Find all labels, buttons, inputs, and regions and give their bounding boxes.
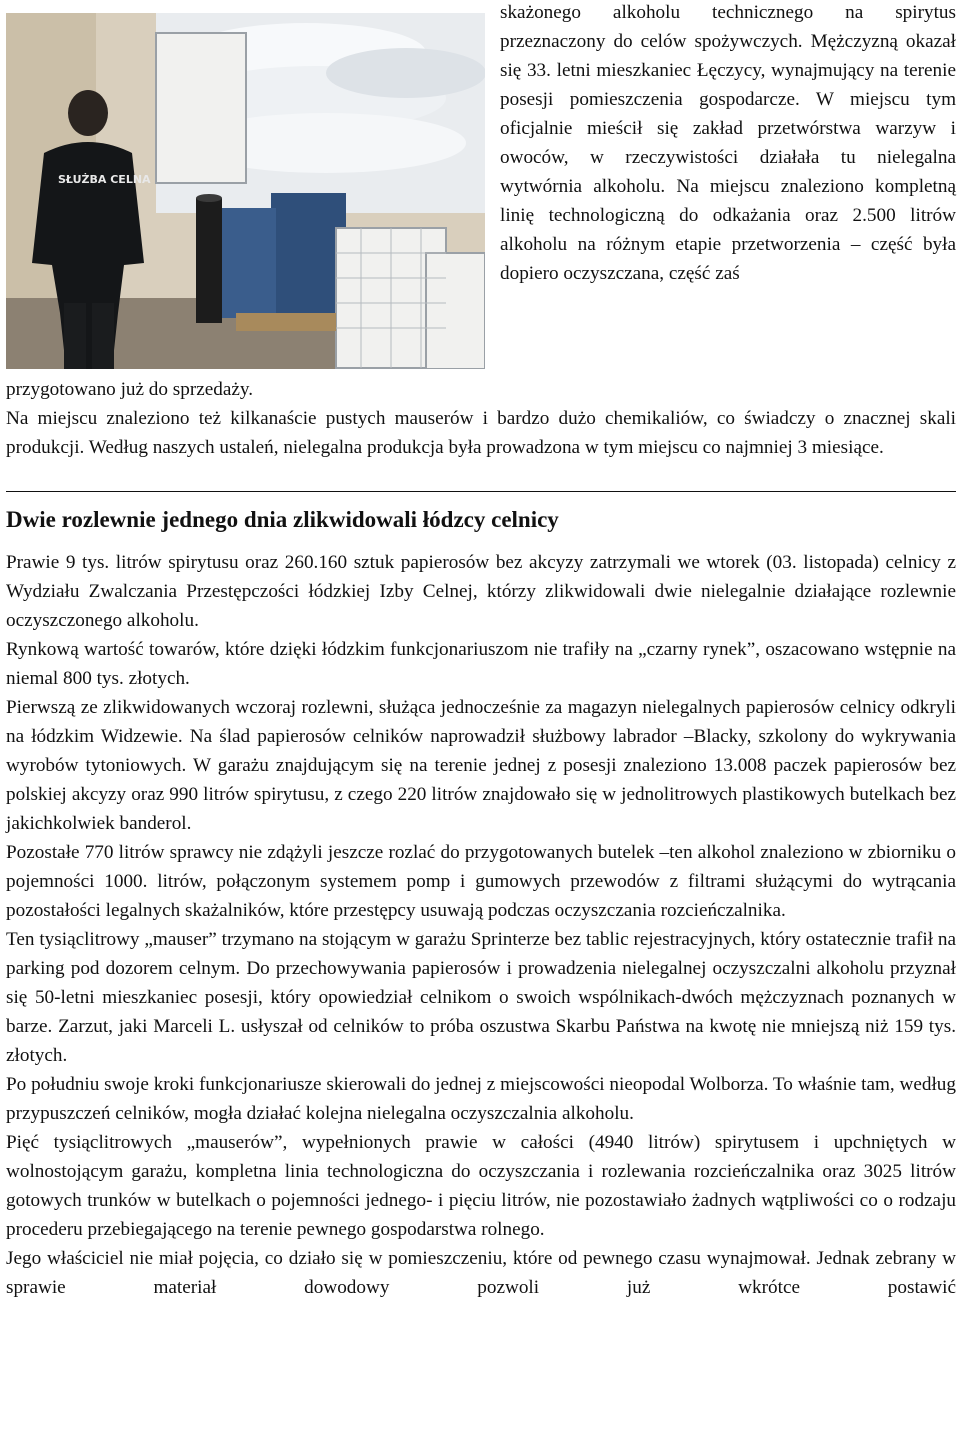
article-divider — [6, 491, 956, 492]
vest-text: SŁUŻBA CELNA — [58, 173, 151, 186]
previous-article-paragraph — [6, 404, 956, 462]
article-paragraph: Rynkową wartość towarów, które dzięki łódzkim funkcjonariuszom nie trafiły na „czarny rynek”, oszacowano wstępnie na niemal 800 tys. złotych. — [6, 639, 956, 689]
article-body — [6, 548, 956, 1302]
photo-customs-officer-warehouse — [6, 13, 485, 369]
photo-illustration — [6, 13, 485, 369]
article-headline: Dwie rozlewnie jednego dnia zlikwidowali łódzcy celnicy — [6, 507, 559, 532]
article-paragraph: Pięć tysiąclitrowych „mauserów”, wypełnionych prawie w całości (4940 litrów) spirytusem i upchniętych w wolnostojącym garażu, kompletna linia technologiczna do oczyszczania i rozlewania rozcieńczalnika oraz 3025 litrów gotowych trunków w butelkach o pojemności jednego- i pięciu litrów, nie pozostawiało żadnych wątpliwości co o rodzaju procederu przebiegającego na terenie pewnego gospodarstwa rolnego. — [6, 1132, 956, 1240]
article-paragraph: Pozostałe 770 litrów sprawcy nie zdążyli jeszcze rozlać do przygotowanych butelek –ten alkohol znaleziono w zbiorniku o pojemności 1000. litrów, połączonym systemem pomp i gumowych przewodów z filtrami służącymi do wytrącania pozostałości legalnych skażalników, które przestępcy usuwają podczas oczyszczania rozcieńczalnika. — [6, 842, 956, 921]
article-paragraph: Jego właściciel nie miał pojęcia, co działo się w pomieszczeniu, które od pewnego czasu wynajmował. Jednak zebrany w sprawie materiał dowodowy pozwoli już wkrótce postawić — [6, 1248, 956, 1298]
intro-tail-text: przygotowano już do sprzedaży. — [6, 379, 254, 400]
intro-wrapped-text: skażonego alkoholu technicznego na spirytus przeznaczony do celów spożywczych. Mężczyzną okazał się 33. letni mieszkaniec Łęczycy, wynajmujący na terenie posesji pomieszczenia gospodarcze. W miejscu tym oficjalnie mieścił się zakład przetwórstwa warzyw i owoców, w rzeczywistości działała tu nielegalna wytwórnia alkoholu. Na miejscu znaleziono kompletną linię technologiczną do odkażania oraz 2.500 litrów alkoholu na różnym etapie przetworzenia – część była dopiero oczyszczana, część zaś — [500, 2, 956, 284]
article-paragraph: Pierwszą ze zlikwidowanych wczoraj rozlewni, służąca jednocześnie za magazyn nielegalnych papierosów celnicy odkryli na łódzkim Widzewie. Na ślad papierosów celników naprowadził służbowy labrador –Blacky, szkolony do wykrywania wyrobów tytoniowych. W garażu znajdującym się na terenie jednej z posesji znaleziono 13.008 paczek papierosów bez polskiej akcyzy oraz 990 litrów spirytusu, z czego 220 litrów znajdowało się w jednolitrowych plastikowych butelkach bez jakichkolwiek banderol. — [6, 697, 956, 834]
article-paragraph: Prawie 9 tys. litrów spirytusu oraz 260.160 sztuk papierosów bez akcyzy zatrzymali we wtorek (03. listopada) celnicy z Wydziału Zwalczania Przestępczości łódzkiej Izby Celnej, którzy zlikwidowali dwie nielegalnie działające rozlewnie oczyszczonego alkoholu. — [6, 552, 956, 631]
paragraph: Na miejscu znaleziono też kilkanaście pustych mauserów i bardzo dużo chemikaliów, co świadczy o znacznej skali produkcji. Według naszych ustaleń, nielegalna produkcja była prowadzona w tym miejscu co najmniej 3 miesiące. — [6, 408, 956, 458]
article-paragraph: Ten tysiąclitrowy „mauser” trzymano na stojącym w garażu Sprinterze bez tablic rejestracyjnych, który ostatecznie trafił na parking pod dozorem celnym. Do przechowywania papierosów i prowadzenia nielegalnej oczyszczalni alkoholu przyznał się 50-letni mieszkaniec posesji, który opowiedział celnikom o swoich wspólnikach-dwóch mężczyznach poznanych w barze. Zarzut, jaki Marceli L. usłyszał od celników to próba oszustwa Skarbu Państwa na kwotę nie mniejszą niż 159 tys. złotych. — [6, 929, 956, 1066]
article-paragraph: Po południu swoje kroki funkcjonariusze skierowali do jednej z miejscowości nieopodal Wolborza. To właśnie tam, według przypuszczeń celników, mogła działać kolejna nielegalna oczyszczalnia alkoholu. — [6, 1074, 956, 1124]
